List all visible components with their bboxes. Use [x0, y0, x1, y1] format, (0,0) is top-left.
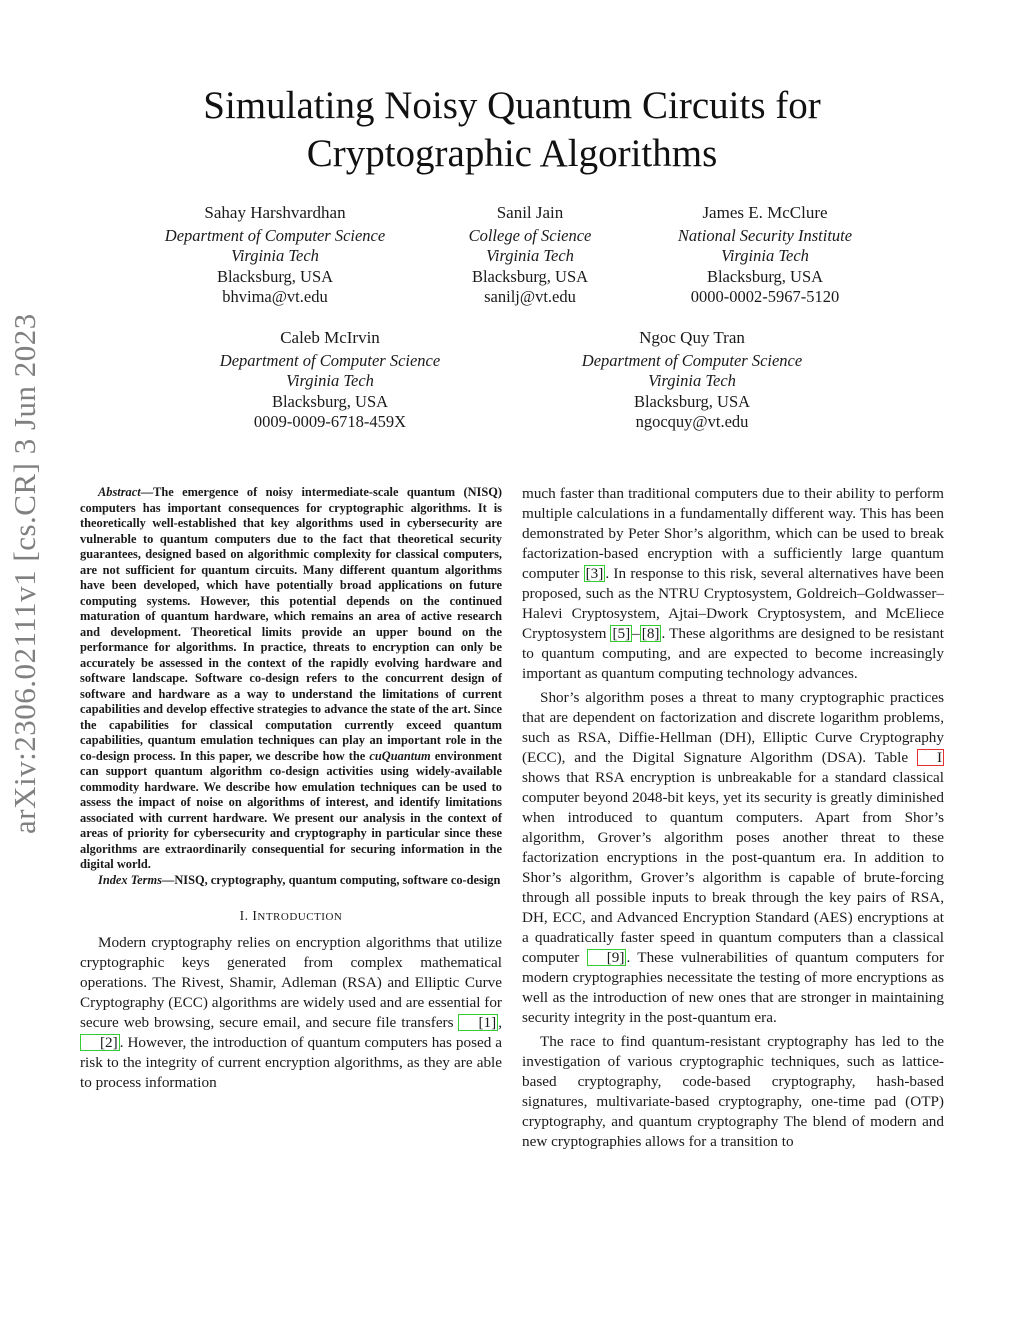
index-terms — [80, 873, 502, 889]
paragraph-text: . These algorithms are designed to be resistant to quantum computing, and are expected to become increasingly important as quantum computing technology advances. — [522, 625, 944, 682]
author-location: Blacksburg, USA — [706, 266, 824, 286]
author-name: Ngoc Quy Tran — [639, 328, 745, 347]
author-institution: Virginia Tech — [231, 246, 319, 265]
author-name: Caleb McIrvin — [280, 328, 380, 347]
author-location: Blacksburg, USA — [216, 266, 334, 286]
index-terms-text: —NISQ, cryptography, quantum computing, software co-design — [161, 872, 501, 887]
paragraph-text: – — [632, 625, 640, 642]
author-institution: Virginia Tech — [721, 246, 809, 265]
abstract — [80, 485, 502, 873]
author-institution: Virginia Tech — [648, 371, 736, 390]
author-name: Sanil Jain — [496, 203, 564, 222]
author-location: Blacksburg, USA — [633, 391, 751, 411]
author-block — [130, 203, 420, 308]
arxiv-identifier: arXiv:2306.02111v1 [cs.CR] 3 Jun 2023 — [7, 313, 42, 834]
section-first-letter: I — [252, 908, 258, 923]
author-contact: bhvima@vt.edu — [222, 287, 328, 306]
author-name: James E. McClure — [702, 203, 828, 222]
author-institution: Virginia Tech — [286, 371, 374, 390]
section-heading-introduction — [80, 906, 502, 927]
left-column — [80, 485, 502, 1093]
author-department: Department of Computer Science — [581, 350, 803, 370]
author-department: Department of Computer Science — [219, 350, 441, 370]
author-block — [640, 203, 890, 308]
author-location: Blacksburg, USA — [271, 391, 389, 411]
abstract-text: —The emergence of noisy intermediate-scale quantum (NISQ) computers has important consequences for cryptographic algorithms. It is theoretically well-established that key algorithms used in cybersecurity are vulnerable to quantum computers due to the fact that theoretical security guarantees, designed based on algorithmic complexity for classical computers, are not sufficient for quantum circuits. Many different quantum algorithms have been developed, which have potentially broad applications on future computing systems. However, this potential depends on the continued maturation of quantum hardware, which remains an area of active research and development. Theoretical limits provide an upper bound on the performance for algorithms. In practice, threats to encryption can only be accurately be assessed in the context of the rapidly evolving hardware and software landscape. Software co-design refers to the concurrent design of software and hardware as a way to understand the limitations of current capabilities and develop effective strategies to advance the state of the art. Since the capabilities for classical computation currently exceed quantum capabilities, quantum emulation techniques can play an important role in the co-design process. In this paper, we describe how the — [80, 485, 502, 763]
author-block — [420, 203, 640, 308]
author-block — [190, 328, 470, 433]
paragraph-text: . However, the introduction of quantum computers has posed a risk to the integrity of current encryption algorithms, as they are able to process information — [80, 1034, 502, 1091]
paper-title: Simulating Noisy Quantum Circuits for Cryptographic Algorithms — [203, 84, 821, 175]
author-department: College of Science — [468, 225, 592, 245]
section-number: I. — [239, 908, 253, 923]
paragraph-text: . In response to this risk, several alternatives have been proposed, such as the NTRU Cryptosystem, Goldreich–Goldwasser–Halevi Cryptosystem, Ajtai–Dwork Cryptosystem, and McEliece Cryptosystem — [522, 565, 944, 642]
body-paragraph — [522, 484, 944, 684]
abstract-label: Abstract — [98, 485, 141, 499]
body-paragraph — [522, 688, 944, 1028]
author-contact: ngocquy@vt.edu — [635, 412, 749, 431]
author-location: Blacksburg, USA — [471, 266, 589, 286]
citation-link[interactable]: [1] — [458, 1014, 498, 1031]
body-paragraph: The race to find quantum-resistant cryptography has led to the investigation of various cryptographic techniques, such as lattice-based cryptography, code-based cryptography, hash-based signatures, multivariate-based cryptography, one-time pad (OTP) cryptography, and quantum cryptography The blend of modern and new cryptographies allows for a transition to — [522, 1033, 944, 1150]
author-contact: 0009-0009-6718-459X — [253, 412, 407, 431]
paragraph-text: shows that RSA encryption is unbreakable for a standard classical computer beyond 2048-bit keys, yet its security is greatly diminished when introduced to quantum computers. Apart from Shor’s algorithm, Grover’s algorithm poses another threat to these factorization encryptions in the post-quantum era. In addition to Shor’s algorithm, Grover’s algorithm is capable of brute-forcing through all possible inputs to break through the key pairs of RSA, DH, ECC, and Advanced Encryption Standard (AES) encryptions at a quadratically faster speed in quantum computers than a classical computer — [522, 769, 944, 966]
author-department: National Security Institute — [677, 225, 853, 245]
author-institution: Virginia Tech — [486, 246, 574, 265]
section-title-rest: NTRODUCTION — [257, 911, 343, 923]
paragraph-text: , — [498, 1014, 502, 1031]
citation-link[interactable]: [9] — [587, 949, 627, 966]
author-name: Sahay Harshvardhan — [204, 203, 346, 222]
citation-link[interactable]: [2] — [80, 1034, 120, 1051]
abstract-emphasis: cuQuantum — [369, 748, 431, 763]
citation-link[interactable]: [5] — [612, 625, 631, 642]
citation-link[interactable]: [3] — [585, 565, 604, 582]
index-terms-label: Index Terms — [98, 872, 162, 887]
right-column — [522, 484, 944, 1152]
paragraph-text: Shor’s algorithm poses a threat to many cryptographic practices that are dependent on factorization and discrete logarithm problems, such as RSA, Diffie-Hellman (DH), Elliptic Curve Cryptography (ECC), and the Digital Signature Algorithm (DSA). Table — [522, 689, 944, 766]
abstract-text: environment can support quantum algorithm co-design activities using widely-available commodity hardware. We describe how emulation techniques can be used to assess the impact of noise on algorithms of interest, and identify limitations associated with current hardware. We present our analysis in the context of areas of priority for cybersecurity and cryptography in particular since these algorithms are extraordinarily consequential for securing information in the digital world. — [80, 748, 502, 871]
paragraph-text: much faster than traditional computers due to their ability to perform multiple calculations in a fundamentally different way. This has been demonstrated by Peter Shor’s algorithm, which can be used to break factorization-based encryption with a sufficiently large quantum computer — [522, 485, 944, 582]
table-reference-link[interactable]: I — [917, 749, 944, 766]
intro-paragraph — [80, 933, 502, 1093]
citation-link[interactable]: [8] — [641, 625, 660, 642]
author-contact: sanilj@vt.edu — [484, 287, 576, 306]
paragraph-text: . These vulnerabilities of quantum computers for modern cryptographies necessitate the testing of more encryptions as well as the introduction of new ones that are stronger in maintaining security integrity in the post-quantum era. — [522, 949, 944, 1026]
author-contact: 0000-0002-5967-5120 — [690, 287, 840, 306]
author-department: Department of Computer Science — [164, 225, 386, 245]
author-block — [552, 328, 832, 433]
paragraph-text: Modern cryptography relies on encryption algorithms that utilize cryptographic keys generated from complex mathematical operations. The Rivest, Shamir, Adleman (RSA) and Elliptic Curve Cryptography (ECC) algorithms are widely used and are essential for secure web browsing, secure email, and secure file transfers — [80, 934, 502, 1031]
